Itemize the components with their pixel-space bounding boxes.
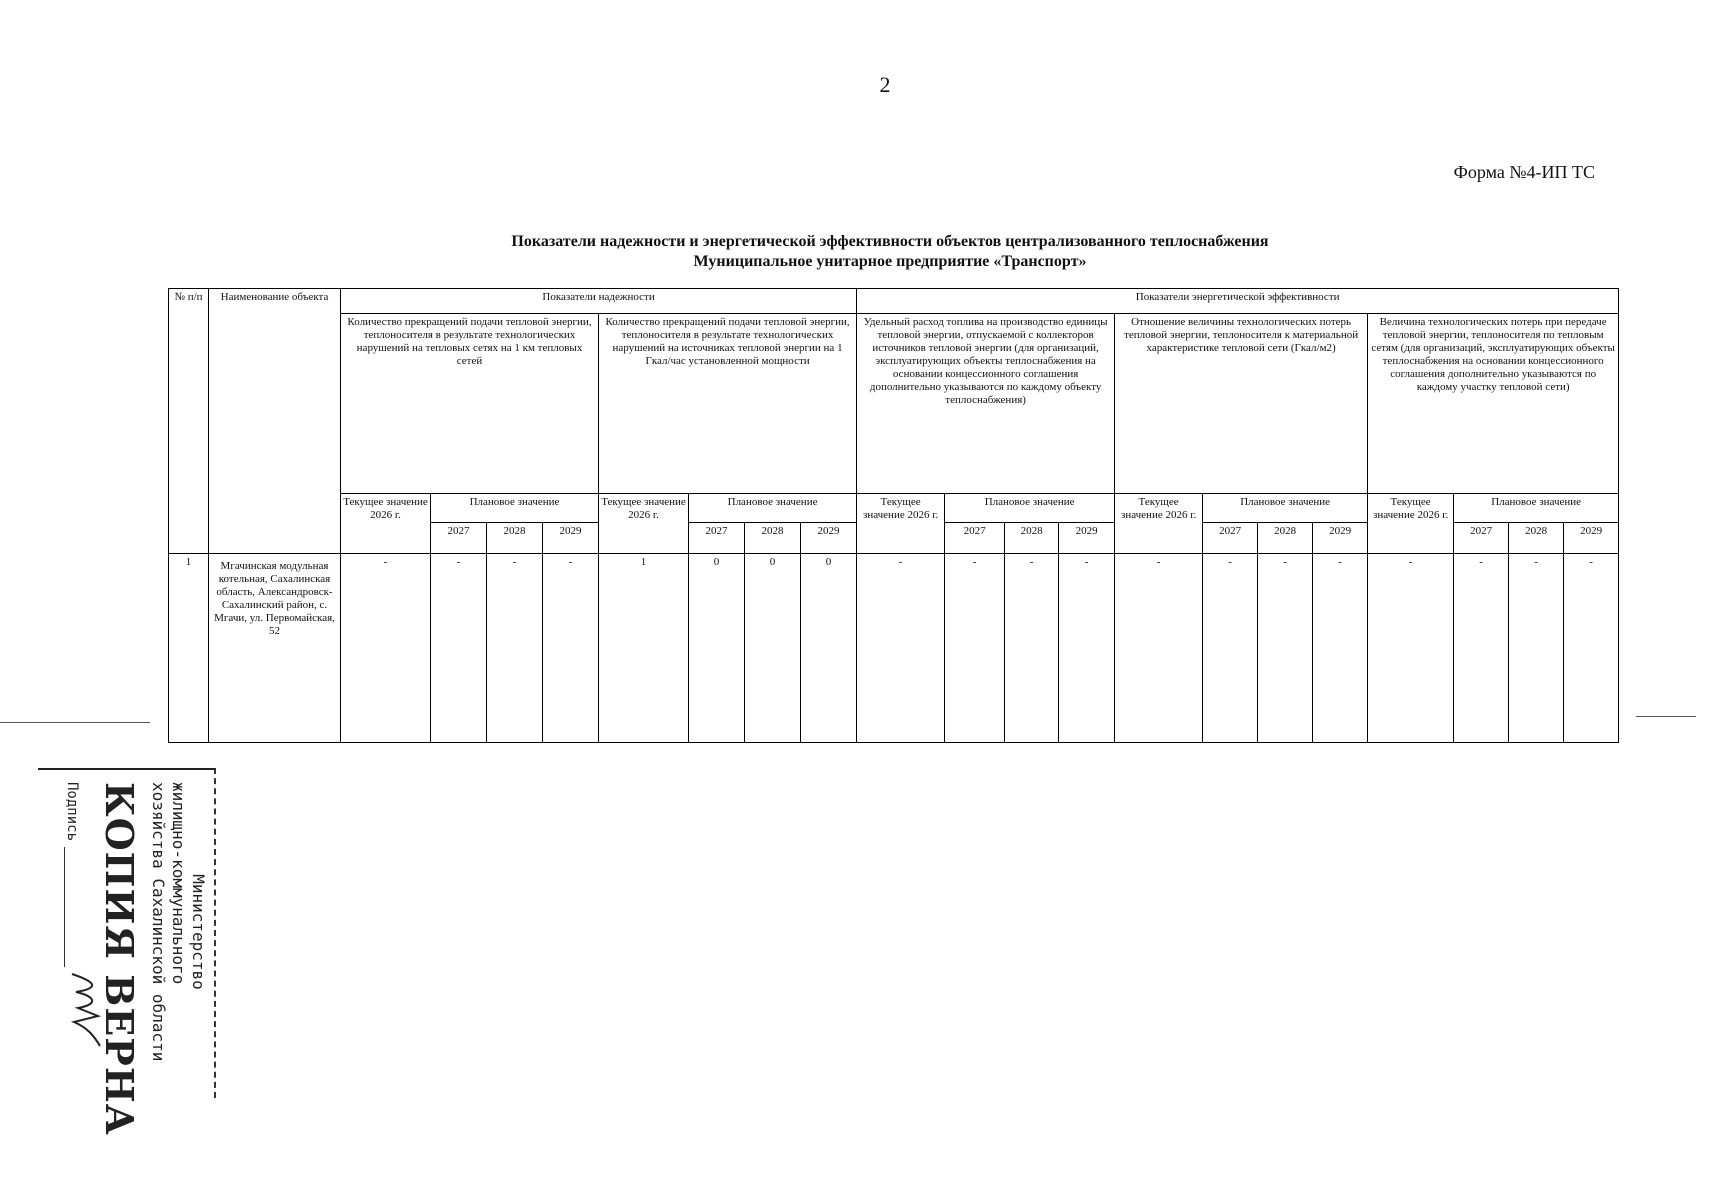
table-cell: - <box>1313 554 1368 743</box>
header-current-4: Текущее значение 2026 г. <box>1115 494 1203 554</box>
indicators-table <box>168 288 1619 743</box>
form-label: Форма №4-ИП ТС <box>1453 162 1595 182</box>
header-source-outages: Количество прекращений подачи тепловой энергии, теплоносителя в результате технологических нарушений на источниках тепловой энергии на 1 Гкал/час установленной мощности <box>599 314 857 494</box>
stamp-signature-line <box>64 782 80 967</box>
scan-mark <box>0 722 150 723</box>
table-cell: 0 <box>745 554 801 743</box>
year-2027: 2027 <box>945 523 1005 554</box>
document-title <box>200 232 1580 272</box>
header-loss-ratio: Отношение величины технологических потерь тепловой энергии, теплоносителя к материальной характеристике тепловой сети (Гкал/м2) <box>1115 314 1368 494</box>
table-cell: - <box>1115 554 1203 743</box>
title-line-1: Показатели надежности и энергетической эффективности объектов централизованного теплоснабжения <box>511 233 1269 250</box>
table-cell: 0 <box>801 554 857 743</box>
header-planned-1: Плановое значение <box>431 494 599 523</box>
year-2029: 2029 <box>1059 523 1115 554</box>
header-transmission-losses: Величина технологических потерь при передаче тепловой энергии, теплоносителя по тепловым сетям (для организаций, эксплуатирующих объекты теплоснабжения на основании концессионного соглашения дополнительно указываются по каждому участку тепловой сети) <box>1368 314 1619 494</box>
header-object-name: Наименование объекта <box>209 289 341 554</box>
table-cell: - <box>1059 554 1115 743</box>
year-2029: 2029 <box>543 523 599 554</box>
header-planned-5: Плановое значение <box>1454 494 1619 523</box>
table-cell: - <box>1368 554 1454 743</box>
stamp-line-2: жилищно-коммунального <box>169 782 188 985</box>
scan-mark <box>1636 716 1696 717</box>
header-current-2: Текущее значение 2026 г. <box>599 494 689 554</box>
stamp-line-1: Министерство <box>189 874 208 990</box>
year-2028: 2028 <box>1005 523 1059 554</box>
row-object-name: Мгачинская модульная котельная, Сахалинская область, Александровск-Сахалинский район, с. Мгачи, ул. Первомайская, 52 <box>209 554 341 743</box>
year-2027: 2027 <box>1203 523 1258 554</box>
table-cell: 1 <box>599 554 689 743</box>
table-cell: - <box>1203 554 1258 743</box>
table-row <box>169 554 1619 743</box>
header-current-1: Текущее значение 2026 г. <box>341 494 431 554</box>
table-cell: - <box>945 554 1005 743</box>
table-cell: - <box>1454 554 1509 743</box>
header-efficiency: Показатели энергетической эффективности <box>857 289 1619 314</box>
copy-certified-stamp <box>38 768 216 1136</box>
year-2027: 2027 <box>1454 523 1509 554</box>
table-cell: 0 <box>689 554 745 743</box>
year-2029: 2029 <box>1564 523 1619 554</box>
stamp-sign-label: Подпись <box>64 782 80 842</box>
table-cell: - <box>341 554 431 743</box>
table-cell: - <box>543 554 599 743</box>
header-reliability: Показатели надежности <box>341 289 857 314</box>
stamp-line-3: хозяйства Сахалинской области <box>149 782 168 1062</box>
stamp-content <box>38 770 214 1136</box>
signature-underline <box>64 847 65 967</box>
year-2029: 2029 <box>1313 523 1368 554</box>
year-2027: 2027 <box>689 523 745 554</box>
table-cell: - <box>431 554 487 743</box>
header-network-outages: Количество прекращений подачи тепловой энергии, теплоносителя в результате технологических нарушений на тепловых сетях на 1 км тепловых сетей <box>341 314 599 494</box>
year-2028: 2028 <box>745 523 801 554</box>
table-cell: - <box>487 554 543 743</box>
header-planned-3: Плановое значение <box>945 494 1115 523</box>
year-2029: 2029 <box>801 523 857 554</box>
year-2027: 2027 <box>431 523 487 554</box>
table-cell: - <box>857 554 945 743</box>
stamp-copy-verified: КОПИЯ ВЕРНА <box>97 782 142 1136</box>
year-2028: 2028 <box>1258 523 1313 554</box>
header-planned-2: Плановое значение <box>689 494 857 523</box>
table-cell: - <box>1564 554 1619 743</box>
title-line-2: Муниципальное унитарное предприятие «Транспорт» <box>693 253 1087 270</box>
table-cell: - <box>1005 554 1059 743</box>
table-cell: - <box>1509 554 1564 743</box>
header-num: № п/п <box>169 289 209 554</box>
year-2028: 2028 <box>1509 523 1564 554</box>
page-number: 2 <box>879 72 891 97</box>
year-2028: 2028 <box>487 523 543 554</box>
table-cell: - <box>1258 554 1313 743</box>
handwritten-signature-icon <box>66 970 106 1050</box>
header-planned-4: Плановое значение <box>1203 494 1368 523</box>
row-num: 1 <box>169 554 209 743</box>
header-fuel-consumption: Удельный расход топлива на производство единицы тепловой энергии, отпускаемой с коллекторов источников тепловой энергии (для организаций, эксплуатирующих объекты теплоснабжения на основании концессионного соглашения дополнительно указываются по каждому объекту теплоснабжения) <box>857 314 1115 494</box>
header-current-3: Текущее значение 2026 г. <box>857 494 945 554</box>
header-current-5: Текущее значение 2026 г. <box>1368 494 1454 554</box>
